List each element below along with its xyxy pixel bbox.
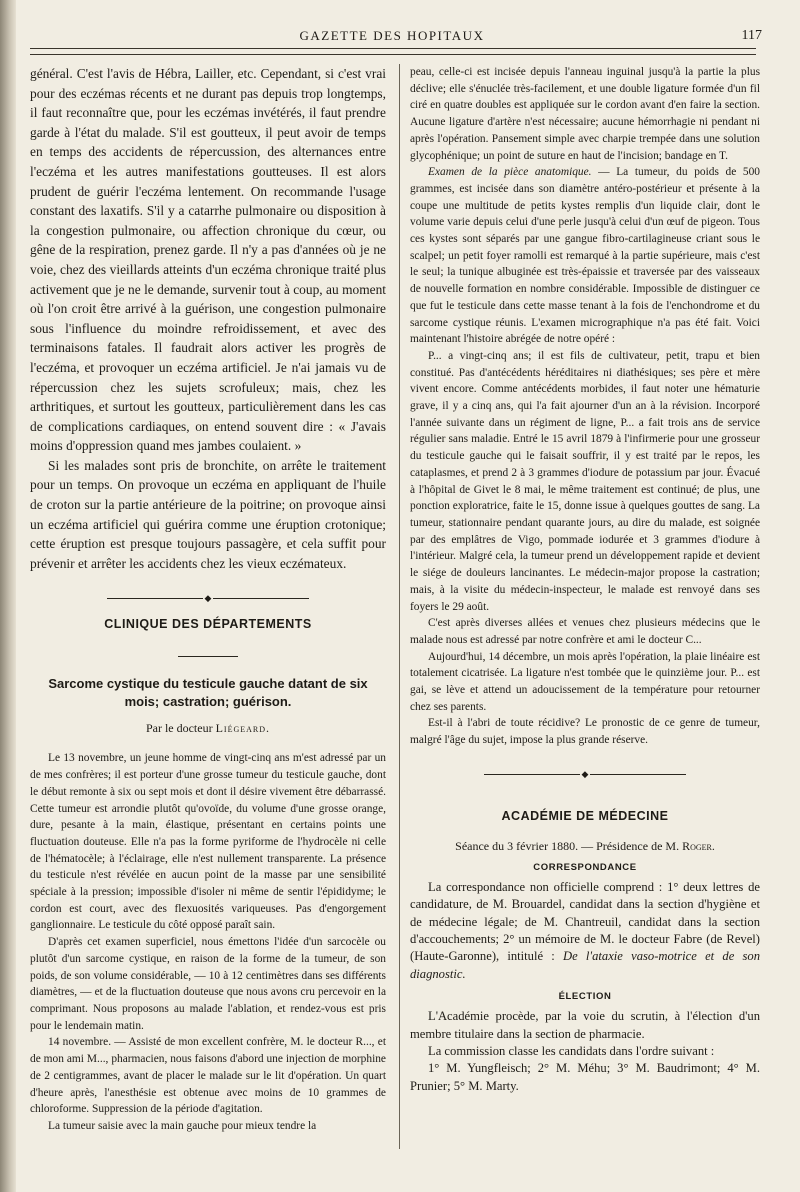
subhead-correspondance: CORRESPONDANCE [533,861,637,873]
section-title-cliniques: CLINIQUE DES DÉPARTEMENTS [104,617,312,632]
column-divider [399,64,400,1149]
body-paragraph: 1° M. Yungfleisch; 2° M. Méhu; 3° M. Baudrimont; 4° M. Prunier; 5° M. Marty. [410,1061,760,1093]
exam-paragraph [410,164,760,348]
divider-rule [30,647,386,657]
subhead-election: ÉLECTION [558,991,612,1003]
exam-lead: Examen de la pièce anatomique. [428,166,592,179]
right-column [410,64,760,1095]
seance-president: Roger. [682,838,715,853]
section-title-academie: ACADÉMIE DE MÉDECINE [501,808,669,823]
seance-line [410,839,760,854]
byline-author: Liégeard. [215,721,271,736]
byline-prefix: Par le docteur [145,721,213,736]
body-paragraph: Le 13 novembre, un jeune homme de vingt-cinq ans m'est adressé par un de mes confrères; il est porteur d'une grosse tumeur du testicule gauche, dont le début remonte à six ou sept mois et dont il désire vivement être débarrassé. Cette tumeur est arrondie plutôt qu'ovoïde, du volume d'une grosse orange, dure, pesante à la main, élastique, présentant en certains points une fluctuation douteuse. Elle n'a pas la forme pyriforme de l'hydrocèle ni celle de l'hématocèle; à l'éclairage, elle n'est nullement transparente. La présence du testicule n'est révélée en aucun point de la masse par une sensibilité spéciale à la pression; impossible d'isoler ni même de sentir l'épididyme; le cordon est court, avec des flexuosités variqueuses. Pas d'engorgement ganglionnaire. Le testicule du côté opposé paraît sain. [30,752,386,932]
left-column [30,64,386,1135]
body-paragraph: général. C'est l'avis de Hébra, Lailler, etc. Cependant, si c'est vrai pour des eczémas récents et ne durant pas depuis trop longtemps, il faut reconnaître que, pour les eczémas invétérés, il faut prendre garde à l'état du malade. S'il est goutteux, il peut avoir de temps en temps des accidents de répercussion, des alternances entre l'eczéma et les autres manifestations goutteuses. Il est alors prudent de guérir l'eczéma lentement. On recommande l'usage constant des laxatifs. S'il y a catarrhe pulmonaire ou disposition à la congestion pulmonaire, ou affection chronique du cœur, ou gêne de la respiration, prenez garde. Il n'y a pas d'années où je ne voie, chez des vieillards atteints d'un eczéma chronique traité plus activement que je ne le demande, survenir tout à coup, au moment où l'on croit être arrivé à la guérison, une congestion pulmonaire sous l'influence du moindre refroidissement, et avec des terminaisons fatales. Il faudrait alors activer les progrès de l'eczéma, et provoquer un eczéma artificiel. Je n'ai jamais vu de répercussion chez les sujets scrofuleux; mais, chez les arthritiques, et surtout les goutteux, particulièrement dans les cas de complications cardiaques, on entend souvent dire : « J'avais moins d'oppression quand mes jambes coulaient. » [30,66,386,454]
page-header [28,28,762,50]
body-paragraph: D'après cet examen superficiel, nous émettons l'idée d'un sarcocèle ou plutôt d'un sarcome cystique, en raison de la forme de la tumeur, de son poids, de son volume considérable, — 10 à 12 centimètres dans ses différents diamètres, — et de la fluctuation douteuse que nous avons cru percevoir en la comprimant. Nous proposons au malade l'ablation, et rendez-vous est pris pour le lendemain matin. [30,936,386,1032]
header-rule [30,48,756,49]
body-paragraph: P... a vingt-cinq ans; il est fils de cultivateur, petit, trapu et bien constitué. Pas d'antécédents héréditaires ni diathésiques; ses père et mère vivent encore. Comme antécédents morbides, il faut noter une hématurie grave, il y a cinq ans, qui l'a fait ajourner d'un an à la révision. Incorporé l'année suivante dans un régiment de ligne, P... a fait trois ans de service régulier sans maladie. Entré le 15 avril 1879 à l'infirmerie pour une grosseur du testicule gauche qui le faisait souffrir, il y est traité par le repos, les cataplasmes, et prend 2 à 3 grammes d'iodure de potassium par jour. Évacué à l'hôpital de Givet le 8 mai, le même traitement est continué; de plus, une ponction exploratrice, faite le 15, donne issue à quelques gouttes de sang. La tumeur, stationnaire pendant quarante jours, au dire du malade, est soignée par des emplâtres de Vigo, pommade iodurée et 3 grammes d'iodure à l'intérieur. Malgré cela, la tumeur prend un développement rapide et devient le siége de douleurs lancinantes. Le médecin-major propose la castration; mais, à la visite du médecin-inspecteur, le malade est renvoyé dans ses foyers le 29 août. [410,349,760,613]
correspondance-title-italic: De l'ataxie vaso-motrice et de son diagnostic. [410,949,761,981]
seance-prefix: Séance du 3 février 1880. — Présidence de M. [455,838,680,853]
journal-title: GAZETTE DES HOPITAUX [299,28,485,43]
body-paragraph: Est-il à l'abri de toute récidive? Le pronostic de ce genre de tumeur, malgré l'âge du sujet, impose la plus grande réserve. [410,717,760,747]
page-binding-edge [0,0,16,1192]
body-paragraph: L'Académie procède, par la voie du scrutin, à l'élection d'un membre titulaire dans la section de pharmacie. [410,1009,760,1041]
body-paragraph: peau, celle-ci est incisée depuis l'anneau inguinal jusqu'à la partie la plus déclive; elle s'énuclée très-facilement, et une double ligature formée d'un fil ciré en quatre doubles est appliquée sur le cordon avant d'en faire la section. Aucune ligature d'artère n'est nécessaire; aucune hémorrhagie ni pendant ni après l'opération. Pansement simple avec charpie trempée dans une solution glycophénique; un point de suture en haut de l'incision; bandage en T. [410,66,760,162]
section-ornament: ◆ [30,589,386,599]
body-paragraph: Aujourd'hui, 14 décembre, un mois après l'opération, la plaie linéaire est totalement cicatrisée. La ligature n'est tombée que le quinzième jour. P... est gai, se lève et attend un adoucissement de la température pour retourner chez ses parents. [410,650,760,713]
body-paragraph: La commission classe les candidats dans l'ordre suivant : [428,1044,715,1059]
header-rule-double [30,54,756,55]
exam-text: — La tumeur, du poids de 500 grammes, est incisée dans son diamètre antéro-postérieur et présente à la coupe une multitude de petits kystes remplis d'un liquide clair, dont le volume varie depuis celui d'une perle jusqu'à celui d'un œuf de pigeon. Tous ces kystes sont séparés par une gangue fibro-cartilagineuse criant sous le scalpel; un petit foyer ramolli est remarqué à la partie supérieure, mais c'est le seul; la tunique albuginée est très-épaissie et traversée par des vaisseaux de nouvelle formation en nombre considérable. Impossible de distinguer ce que fut le testicule dans cette masse tenant à la fois de l'enchondrome et du sarcome cystique réunis. L'examen micrographique n'a pas été fait. Voici maintenant l'histoire abrégée de notre opéré : [410,166,760,346]
section-ornament: ◆ [410,765,760,775]
body-paragraph: 14 novembre. — Assisté de mon excellent confrère, M. le docteur R..., et de mon ami M..., pharmacien, nous faisons d'abord une injection de morphine de 2 centigrammes, avant de placer le malade sur le lit d'opération. Un quart d'heure après, l'anesthésie est obtenue avec moins de 10 grammes de chloroforme. Suppression de la période d'agitation. [30,1036,386,1116]
correspondance-text: La correspondance non officielle comprend : 1° deux lettres de candidature, de M. Brouardel, candidat dans la section d'hygiène et de médecine légale; de M. Chantreuil, candidat dans la section d'accouchements; 2° un mémoire de M. le docteur Fabre (de Revel) (Haute-Garonne), intitulé : [410,879,760,964]
body-paragraph: C'est après diverses allées et venues chez plusieurs médecins que le malade nous est adressé par notre confrère et ami le docteur C... [410,617,760,646]
article-title: Sarcome cystique du testicule gauche datant de six mois; castration; guérison. [48,676,368,710]
article-byline [30,721,386,736]
body-paragraph: La tumeur saisie avec la main gauche pour mieux tendre la [48,1119,317,1132]
correspondance-paragraph [410,879,760,983]
body-paragraph: Si les malades sont pris de bronchite, on arrête le traitement pour un temps. On provoque un eczéma en appliquant de l'huile de croton sur la partie antérieure de la poitrine; on provoque ainsi un eczéma artificiel qui guérira comme une éruption crotonique; cette éruption est presque toujours passagère, et cela suffit pour prévenir et arrêter les accidents chez les vieux eczémateux. [30,457,386,571]
page-number: 117 [741,28,762,43]
